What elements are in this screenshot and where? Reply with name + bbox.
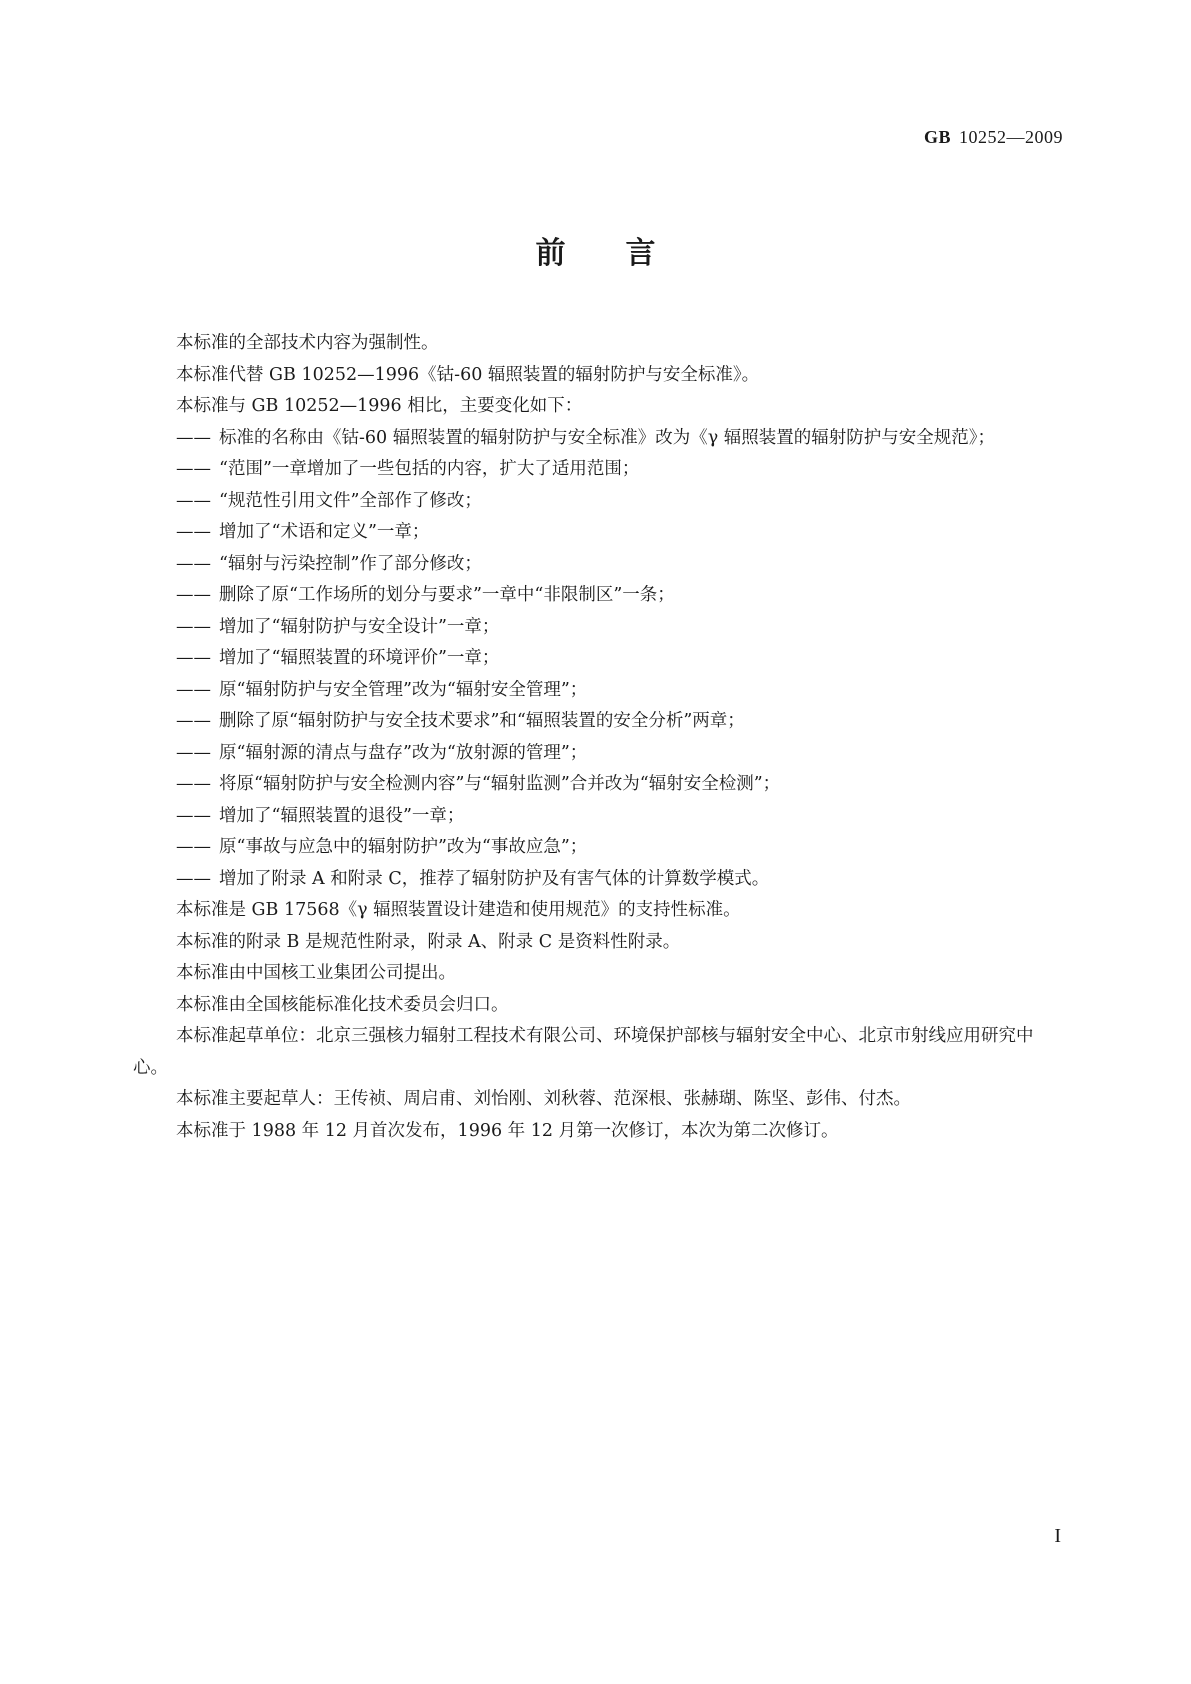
change-text: 原“辐射源的清点与盘存”改为“放射源的管理”； — [219, 742, 588, 763]
page-title: 前言 — [535, 236, 716, 271]
foreword-body — [133, 328, 1063, 1147]
dash-marker: —— — [176, 459, 211, 479]
change-text: 原“辐射防护与安全管理”改为“辐射安全管理”； — [219, 679, 588, 700]
change-item — [133, 549, 1063, 581]
change-text: “规范性引用文件”全部作了修改； — [219, 490, 482, 511]
paragraph: 本标准是 GB 17568《γ 辐照装置设计建造和使用规范》的支持性标准。 — [176, 900, 741, 920]
change-text: 删除了原“工作场所的划分与要求”一章中“非限制区”一条； — [219, 585, 675, 605]
dash-marker: —— — [176, 805, 211, 826]
change-text: “辐射与污染控制”作了部分修改； — [219, 553, 482, 574]
dash-marker: —— — [176, 868, 211, 889]
change-item — [133, 738, 1063, 770]
page-number: I — [1054, 1525, 1061, 1547]
change-item — [133, 706, 1063, 738]
dash-marker: —— — [176, 774, 211, 794]
dash-marker: —— — [176, 427, 211, 448]
change-item — [133, 612, 1063, 644]
change-item — [133, 769, 1063, 801]
standard-number-header — [924, 127, 1063, 148]
dash-marker: —— — [176, 679, 211, 700]
dash-marker: —— — [176, 490, 211, 511]
dash-marker: —— — [176, 837, 211, 857]
dash-marker: —— — [176, 553, 211, 574]
paragraph: 本标准由中国核工业集团公司提出。 — [176, 963, 456, 983]
dash-marker: —— — [176, 648, 211, 668]
paragraph: 本标准的附录 B 是规范性附录，附录 A、附录 C 是资料性附录。 — [176, 931, 681, 952]
change-text: 增加了附录 A 和附录 C，推荐了辐射防护及有害气体的计算数学模式。 — [219, 868, 770, 889]
change-text: 将原“辐射防护与安全检测内容”与“辐射监测”合并改为“辐射安全检测”； — [219, 774, 781, 794]
change-item — [133, 832, 1063, 864]
change-text: 原“事故与应急中的辐射防护”改为“事故应急”； — [219, 837, 588, 857]
change-item — [133, 580, 1063, 612]
change-item — [133, 454, 1063, 486]
change-text: 增加了“辐射防护与安全设计”一章； — [219, 616, 500, 637]
paragraph: 本标准的全部技术内容为强制性。 — [176, 333, 439, 353]
standard-number: 10252—2009 — [959, 127, 1063, 147]
change-text: “范围”一章增加了一些包括的内容，扩大了适用范围； — [219, 459, 640, 479]
change-text: 标准的名称由《钴-60 辐照装置的辐射防护与安全标准》改为《γ 辐照装置的辐射防护与安全规范》； — [219, 427, 996, 448]
change-text: 增加了“术语和定义”一章； — [219, 522, 430, 542]
paragraph: 本标准由全国核能标准化技术委员会归口。 — [176, 994, 509, 1015]
change-item — [133, 486, 1063, 518]
paragraph: 本标准主要起草人：王传祯、周启甫、刘怡刚、刘秋蓉、范深根、张赫瑚、陈坚、彭伟、付杰。 — [176, 1089, 911, 1109]
change-text: 删除了原“辐射防护与安全技术要求”和“辐照装置的安全分析”两章； — [219, 711, 745, 731]
change-item — [133, 864, 1063, 896]
change-text: 增加了“辐照装置的环境评价”一章； — [219, 648, 500, 668]
dash-marker: —— — [176, 616, 211, 637]
dash-marker: —— — [176, 742, 211, 763]
change-item — [133, 643, 1063, 675]
dash-marker: —— — [176, 711, 211, 731]
paragraph: 本标准起草单位：北京三强核力辐射工程技术有限公司、环境保护部核与辐射安全中心、北京市射线应用研究中心。 — [133, 1026, 1034, 1078]
change-item — [133, 423, 1063, 455]
dash-marker: —— — [176, 585, 211, 605]
paragraph: 本标准代替 GB 10252—1996《钴-60 辐照装置的辐射防护与安全标准》。 — [176, 364, 760, 385]
standard-prefix: GB — [923, 127, 951, 147]
paragraph: 本标准于 1988 年 12 月首次发布，1996 年 12 月第一次修订，本次为第二次修订。 — [176, 1120, 839, 1141]
dash-marker: —— — [176, 522, 211, 542]
change-item — [133, 801, 1063, 833]
change-item — [133, 517, 1063, 549]
change-item — [133, 675, 1063, 707]
change-text: 增加了“辐照装置的退役”一章； — [219, 805, 465, 826]
paragraph: 本标准与 GB 10252—1996 相比，主要变化如下： — [176, 396, 583, 416]
